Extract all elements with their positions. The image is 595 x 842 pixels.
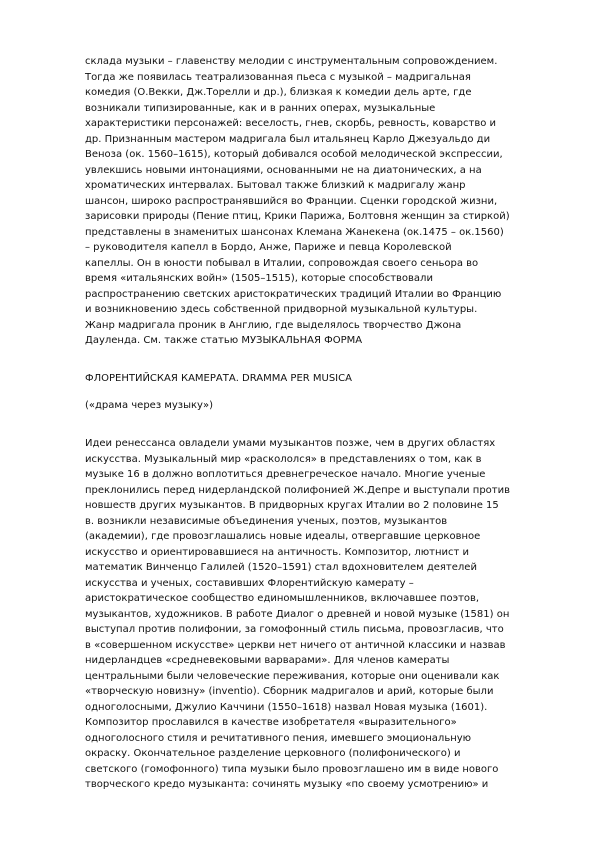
section-subheading: («драма через музыку») — [85, 400, 213, 411]
section-heading: ФЛОРЕНТИЙСКАЯ КАМЕРАТА. DRAMMA PER MUSICA — [85, 373, 352, 384]
paragraph-camerata: Идеи ренессанса овладели умами музыкантов позже, чем в других областях искусства. Музыкальный мир «раскололся» в представлениях о том, как в музыке 16 в должно воплотиться древнегреческое начало. Многие ученые преклонились перед нидерландской полифонией Ж.Депре и выступали против новшеств других музыкантов. В придворных кругах Италии во 2 половине 15 в. возникли независимые объединения ученых, поэтов, музыкантов (академии), где провозглашались новые идеалы, отвергавшие церковное искусство и ориентировавшиеся на античность. Композитор, лютнист и математик Винченцо Галилей (1520–1591) стал вдохновителем деятелей искусства и ученых, составивших Флорентийскую камерату – аристократическое сообщество единомышленников, включавшее поэтов, музыкантов, художников. В работе Диалог о древней и новой музыке (1581) он выступал против полифонии, за гомофонный стиль письма, провозгласив, что в «совершенном искусстве» церкви нет ничего от античной классики и назвав нидерландцев «средневековыми варварами». Для членов камераты центральными были человеческие переживания, которые они оценивали как «творческую новизну» (inventio). Сборник мадригалов и арий, которые были одноголосными, Джулио Каччини (1550–1618) назвал Новая музыка (1601). Композитор прославился в качестве изобретателя «выразительного» одноголосного стиля и речитативного пения, имевшего эмоциональную окраску. Окончательное разделение церковного (полифонического) и светского (гомофонного) типа музыки было провозглашено им в виде нового творческого кредо музыканта: сочинять музыку «по своему усмотрению» и — [85, 438, 511, 790]
paragraph-madrigal: склада музыки – главенству мелодии с инструментальным сопровождением. Тогда же появилась театрализованная пьеса с музыкой – мадригальная комедия (О.Векки, Дж.Торелли и др.), близкая к комедии дель арте, где возникали типизированные, как и в ранних операх, музыкальные характеристики персонажей: веселость, гнев, скорбь, ревность, коварство и др. Признанным мастером мадригала был итальянец Карло Джезуальдо ди Веноза (ок. 1560–1615), который добивался особой мелодической экспрессии, увлекшись новыми интонациями, основанными не на диатонических, а на хроматических интервалах. Бытовал также близкий к мадригалу жанр шансон, широко распространявшийся во Франции. Сценки городской жизни, зарисовки природы (Пение птиц, Крики Парижа, Болтовня женщин за стиркой) представлены в знаменитых шансонах Клемана Жанекена (ок.1475 – ок.1560) – руководителя капелл в Бордо, Анже, Париже и певца Королевской капеллы. Он в юности побывал в Италии, сопровождая своего сеньора во время «итальянских войн» (1505–1515), которые способствовали распространению светских аристократических традиций Италии во Францию и возникновению здесь собственной придворной музыкальной культуры. Жанр мадригала проник в Англию, где выделялось творчество Джона Дауленда. См. также статью МУЗЫКАЛЬНАЯ ФОРМА — [85, 56, 510, 346]
